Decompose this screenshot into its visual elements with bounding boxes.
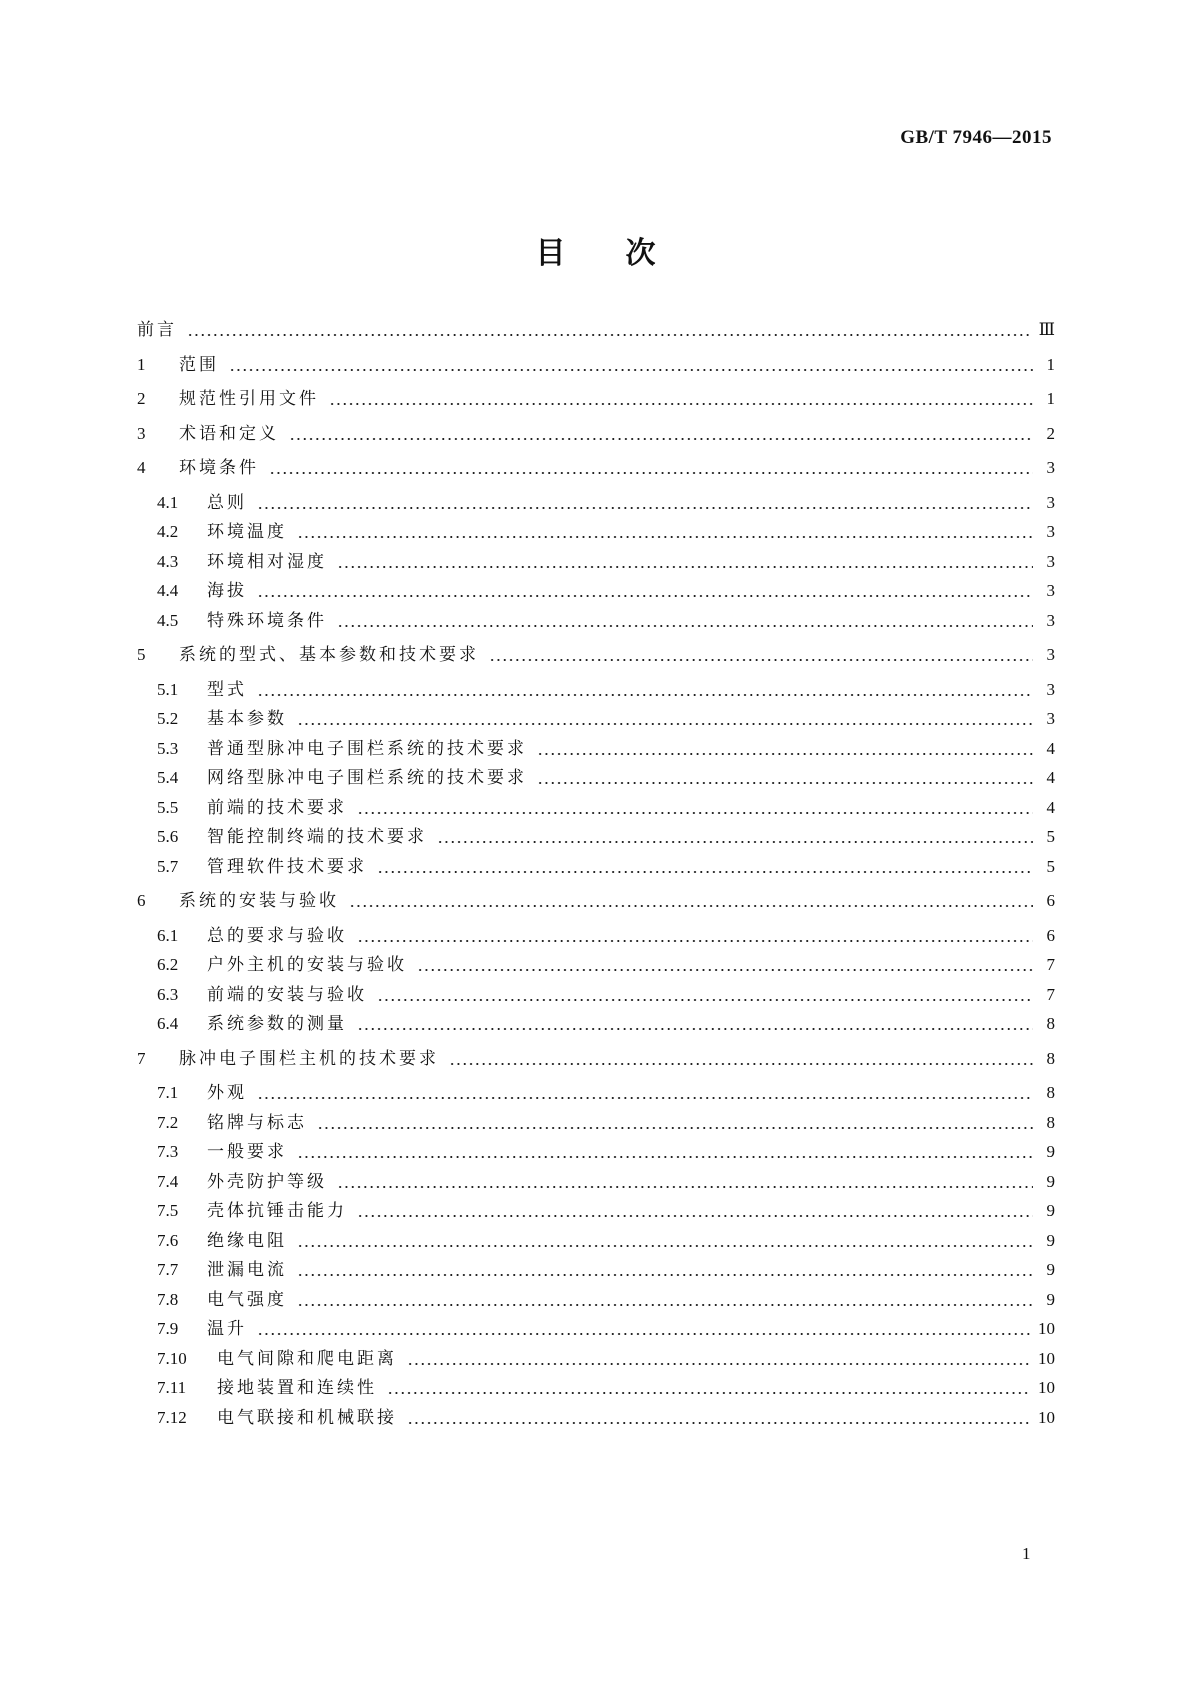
toc-entry[interactable] (137, 1405, 1055, 1431)
toc-entry-title: 温升 (207, 1319, 247, 1339)
dot-leader (289, 421, 1033, 447)
dot-leader (407, 1405, 1030, 1431)
toc-entry-page: 3 (1046, 492, 1055, 512)
toc-entry[interactable] (137, 1169, 1055, 1195)
dot-leader (337, 1169, 1033, 1195)
toc-entry[interactable] (137, 1346, 1055, 1372)
toc-entry-page: 8 (1046, 1048, 1055, 1068)
dot-leader (437, 824, 1033, 850)
toc-entry-number: 4 (137, 458, 146, 477)
toc-entry[interactable] (137, 795, 1055, 821)
toc-entry-title: 电气联接和机械联接 (217, 1407, 397, 1428)
toc-entry-page: 10 (1038, 1348, 1055, 1368)
toc-entry-page: 10 (1038, 1378, 1055, 1397)
toc-entry-number: 4.4 (157, 581, 179, 600)
toc-entry[interactable] (137, 1198, 1055, 1224)
toc-entry-number: 6 (137, 891, 146, 910)
dot-leader (257, 1080, 1033, 1106)
toc-entry-number: 4.5 (157, 610, 179, 630)
toc-entry-page: 9 (1046, 1289, 1055, 1309)
toc-entry[interactable] (137, 519, 1055, 545)
toc-entry-page: 2 (1046, 423, 1055, 443)
toc-entry-title: 网络型脉冲电子围栏系统的技术要求 (207, 768, 527, 788)
toc-entry[interactable] (137, 854, 1055, 880)
toc-entry-page: 9 (1046, 1142, 1055, 1161)
toc-entry-title: 术语和定义 (179, 423, 279, 444)
toc-entry[interactable] (137, 1011, 1055, 1037)
toc-entry[interactable] (137, 549, 1055, 575)
toc-entry-title: 接地装置和连续性 (217, 1378, 377, 1398)
dot-leader (187, 317, 1031, 343)
toc-entry-title: 泄漏电流 (207, 1260, 287, 1280)
toc-entry-page: 9 (1046, 1260, 1055, 1279)
toc-entry-number: 5.3 (157, 738, 179, 758)
toc-entry-page: 9 (1046, 1171, 1055, 1191)
toc-entry-title: 一般要求 (207, 1142, 287, 1162)
toc-entry-page: 6 (1046, 891, 1055, 910)
toc-entry-title: 系统的安装与验收 (179, 891, 339, 911)
dot-leader (387, 1375, 1030, 1401)
toc-entry-number: 7.3 (157, 1142, 179, 1161)
toc-entry-page: 9 (1046, 1230, 1055, 1250)
dot-leader (269, 455, 1033, 481)
toc-entry-title: 范围 (179, 354, 219, 375)
dot-leader (337, 549, 1033, 575)
toc-entry-title: 外观 (207, 1083, 247, 1103)
toc-entry-page: 3 (1046, 610, 1055, 630)
toc-entry[interactable] (137, 578, 1055, 604)
toc-entry-number: 7.4 (157, 1171, 179, 1191)
dot-leader (357, 923, 1033, 949)
toc-entry[interactable] (137, 1228, 1055, 1254)
toc-entry-title: 前端的技术要求 (207, 797, 347, 818)
toc-entry-number: 7.10 (157, 1348, 187, 1368)
toc-entry-title: 环境温度 (207, 522, 287, 542)
standard-code: GB/T 7946—2015 (900, 127, 1052, 148)
toc-entry-page: 8 (1046, 1112, 1055, 1132)
toc-entry-page: 3 (1046, 581, 1055, 600)
dot-leader (297, 706, 1033, 732)
toc-entry-number: 7 (137, 1048, 146, 1068)
dot-leader (417, 952, 1033, 978)
toc-entry[interactable] (137, 421, 1055, 447)
toc-entry-title: 规范性引用文件 (179, 389, 319, 409)
dot-leader (377, 982, 1033, 1008)
dot-leader (297, 1257, 1033, 1283)
dot-leader (489, 642, 1033, 668)
toc-entry-title: 前端的安装与验收 (207, 984, 367, 1005)
toc-entry[interactable] (137, 1046, 1055, 1072)
toc-entry-title: 智能控制终端的技术要求 (207, 827, 427, 847)
toc-entry[interactable] (137, 1316, 1055, 1342)
toc-entry[interactable] (137, 736, 1055, 762)
toc-entry-number: 5.5 (157, 797, 179, 817)
toc-entry-title: 管理软件技术要求 (207, 856, 367, 877)
page-title: 目次 (535, 236, 716, 271)
dot-leader (257, 578, 1033, 604)
toc-entry-page: 7 (1046, 955, 1055, 974)
dot-leader (297, 1228, 1033, 1254)
toc-entry-number: 5.4 (157, 768, 179, 787)
toc-entry-number: 5.1 (157, 679, 179, 699)
toc-entry-number: 7.8 (157, 1289, 179, 1309)
dot-leader (449, 1046, 1033, 1072)
toc-entry-number: 6.1 (157, 925, 179, 945)
toc-entry-title: 型式 (207, 679, 247, 700)
toc-entry-number: 6.3 (157, 984, 179, 1004)
toc-entry[interactable] (137, 642, 1055, 668)
toc-entry[interactable] (137, 952, 1055, 978)
toc-entry-title: 电气间隙和爬电距离 (217, 1348, 397, 1369)
toc-entry-page: 1 (1046, 389, 1055, 408)
toc-entry-title: 总的要求与验收 (207, 925, 347, 946)
toc-entry[interactable] (137, 1375, 1055, 1401)
toc-entry-number: 6.4 (157, 1014, 179, 1033)
toc-entry-title: 户外主机的安装与验收 (207, 955, 407, 975)
toc-entry[interactable] (137, 1080, 1055, 1106)
toc-entry-page: 8 (1046, 1014, 1055, 1033)
toc-entry-number: 7.5 (157, 1201, 179, 1220)
toc-entry-page: 7 (1046, 984, 1055, 1004)
toc-entry-number: 7.6 (157, 1230, 179, 1250)
toc-entry[interactable] (137, 608, 1055, 634)
toc-entry-number: 7.11 (157, 1378, 187, 1397)
toc-entry[interactable] (137, 982, 1055, 1008)
toc-entry-title: 外壳防护等级 (207, 1171, 327, 1192)
dot-leader (337, 608, 1033, 634)
toc-entry-page: 8 (1046, 1083, 1055, 1102)
toc-entry-title: 普通型脉冲电子围栏系统的技术要求 (207, 738, 527, 759)
toc-entry-title: 脉冲电子围栏主机的技术要求 (179, 1048, 439, 1069)
toc-entry-title: 环境相对湿度 (207, 551, 327, 572)
dot-leader (257, 490, 1033, 516)
toc-entry-title: 前言 (137, 320, 177, 340)
toc-entry-page: 4 (1046, 768, 1055, 787)
dot-leader (349, 888, 1033, 914)
toc-entry-title: 绝缘电阻 (207, 1230, 287, 1251)
toc-entry[interactable] (137, 352, 1055, 378)
toc-entry-title: 基本参数 (207, 709, 287, 729)
dot-leader (377, 854, 1033, 880)
toc-entry-number: 4.3 (157, 551, 179, 571)
toc-entry[interactable] (137, 317, 1055, 343)
toc-entry-page: 3 (1046, 551, 1055, 571)
toc-entry-number: 5.2 (157, 709, 179, 728)
toc-entry[interactable] (137, 1110, 1055, 1136)
toc-entry[interactable] (137, 824, 1055, 850)
toc-entry-number: 7.12 (157, 1407, 187, 1427)
page-number: 1 (1022, 1544, 1031, 1563)
dot-leader (257, 677, 1033, 703)
toc-entry-title: 总则 (207, 492, 247, 513)
toc-entry-page: 10 (1038, 1407, 1055, 1427)
toc-entry-title: 电气强度 (207, 1289, 287, 1310)
toc-entry-number: 5 (137, 645, 146, 664)
toc-entry-page: 3 (1046, 679, 1055, 699)
toc-entry-title: 环境条件 (179, 458, 259, 478)
toc-entry-page: 3 (1046, 709, 1055, 728)
toc-entry[interactable] (137, 1139, 1055, 1165)
toc-entry-number: 7.2 (157, 1112, 179, 1132)
toc-entry-title: 铭牌与标志 (207, 1112, 307, 1133)
toc-entry-number: 4.2 (157, 522, 179, 541)
toc-entry[interactable] (137, 923, 1055, 949)
dot-leader (317, 1110, 1033, 1136)
toc-entry[interactable] (137, 455, 1055, 481)
toc-entry-page: 3 (1046, 645, 1055, 664)
toc-entry[interactable] (137, 888, 1055, 914)
dot-leader (297, 1287, 1033, 1313)
dot-leader (229, 352, 1033, 378)
toc-entry-number: 4.1 (157, 492, 179, 512)
dot-leader (537, 736, 1033, 762)
toc-entry-number: 5.6 (157, 827, 179, 846)
toc-entry-title: 系统参数的测量 (207, 1014, 347, 1034)
toc-entry-page: 1 (1046, 354, 1055, 374)
toc-entry-title: 系统的型式、基本参数和技术要求 (179, 645, 479, 665)
toc-entry[interactable] (137, 386, 1055, 412)
dot-leader (297, 1139, 1033, 1165)
toc-entry-page: 6 (1046, 925, 1055, 945)
toc-entry-page: 3 (1046, 458, 1055, 477)
toc-entry-number: 6.2 (157, 955, 179, 974)
toc-entry-page: 9 (1046, 1201, 1055, 1220)
toc-entry-title: 壳体抗锤击能力 (207, 1201, 347, 1221)
dot-leader (407, 1346, 1030, 1372)
dot-leader (329, 386, 1033, 412)
toc-entry-page: Ⅲ (1038, 320, 1055, 339)
dot-leader (537, 765, 1033, 791)
dot-leader (357, 1198, 1033, 1224)
toc-entry-page: 5 (1046, 827, 1055, 846)
dot-leader (357, 795, 1033, 821)
toc-entry-number: 7.1 (157, 1083, 179, 1102)
toc-entry-number: 5.7 (157, 856, 179, 876)
toc-entry-title: 海拔 (207, 581, 247, 601)
toc-entry-page: 4 (1046, 738, 1055, 758)
toc-entry[interactable] (137, 1287, 1055, 1313)
toc-entry-page: 5 (1046, 856, 1055, 876)
toc-entry[interactable] (137, 490, 1055, 516)
toc-entry-page: 10 (1038, 1319, 1055, 1338)
toc-entry[interactable] (137, 677, 1055, 703)
toc-entry-number: 1 (137, 354, 146, 374)
toc-entry-title: 特殊环境条件 (207, 610, 327, 631)
toc-entry[interactable] (137, 706, 1055, 732)
toc-entry-number: 3 (137, 423, 146, 443)
dot-leader (357, 1011, 1033, 1037)
toc-entry[interactable] (137, 1257, 1055, 1283)
toc-entry-number: 7.9 (157, 1319, 179, 1338)
toc-entry-page: 4 (1046, 797, 1055, 817)
toc-entry[interactable] (137, 765, 1055, 791)
dot-leader (257, 1316, 1030, 1342)
toc-entry-number: 7.7 (157, 1260, 179, 1279)
dot-leader (297, 519, 1033, 545)
toc-entry-page: 3 (1046, 522, 1055, 541)
toc-entry-number: 2 (137, 389, 146, 408)
